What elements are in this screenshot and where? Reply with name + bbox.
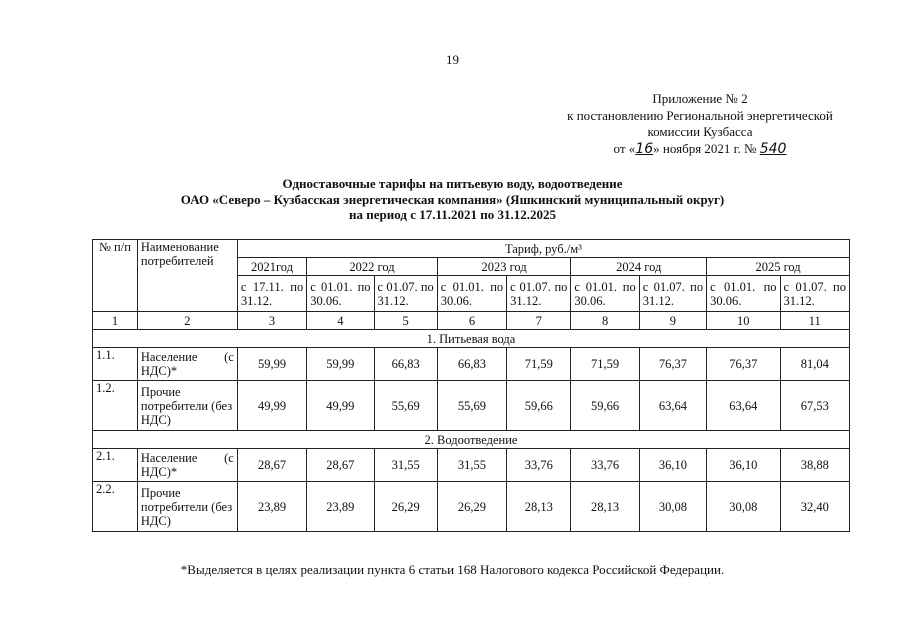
- period-header: с 01.07. по 31.12.: [507, 276, 571, 312]
- tariff-value: 76,37: [707, 348, 780, 381]
- column-number: 11: [780, 312, 849, 330]
- year-header: 2021год: [237, 258, 306, 276]
- row-number: 2.1.: [93, 449, 138, 482]
- tariff-value: 23,89: [307, 482, 374, 532]
- year-header: 2025 год: [707, 258, 850, 276]
- tariff-value: 28,13: [507, 482, 571, 532]
- document-title: [0, 176, 905, 223]
- title-line-1: Одноставочные тарифы на питьевую воду, водоотведение: [282, 176, 623, 191]
- tariff-value: 38,88: [780, 449, 849, 482]
- column-number: 10: [707, 312, 780, 330]
- consumer-name: Население (с НДС)*: [137, 348, 237, 381]
- appendix-date: [520, 141, 880, 158]
- tariff-value: 49,99: [237, 381, 306, 431]
- tariff-value: 71,59: [571, 348, 639, 381]
- period-header: с 01.07. по 31.12.: [780, 276, 849, 312]
- tariff-value: 33,76: [507, 449, 571, 482]
- period-header: с 01.01. по 30.06.: [571, 276, 639, 312]
- tariff-value: 67,53: [780, 381, 849, 431]
- date-middle: » ноября 2021 г. №: [653, 140, 757, 156]
- tariff-value: 33,76: [571, 449, 639, 482]
- tariff-value: 26,29: [374, 482, 437, 532]
- tariff-value: 30,08: [707, 482, 780, 532]
- tariff-value: 28,13: [571, 482, 639, 532]
- column-number: 5: [374, 312, 437, 330]
- year-header: 2022 год: [307, 258, 438, 276]
- tariff-value: 76,37: [639, 348, 706, 381]
- column-number: 8: [571, 312, 639, 330]
- period-header: с 01.07. по 31.12.: [639, 276, 706, 312]
- tariff-value: 36,10: [707, 449, 780, 482]
- tariff-value: 31,55: [437, 449, 506, 482]
- tariff-value: 55,69: [374, 381, 437, 431]
- tariff-table: [92, 239, 850, 532]
- appendix-resolution: к постановлению Региональной энергетической: [567, 107, 833, 123]
- row-number: 1.2.: [93, 381, 138, 431]
- period-header: с 01.07. по 31.12.: [374, 276, 437, 312]
- column-number: 6: [437, 312, 506, 330]
- tariff-value: 59,66: [507, 381, 571, 431]
- tariff-value: 28,67: [307, 449, 374, 482]
- tariff-value: 63,64: [707, 381, 780, 431]
- section-title: 2. Водоотведение: [93, 431, 850, 449]
- tariff-value: 30,08: [639, 482, 706, 532]
- tariff-value: 55,69: [437, 381, 506, 431]
- title-line-3: на период с 17.11.2021 по 31.12.2025: [349, 207, 556, 222]
- tariff-value: 49,99: [307, 381, 374, 431]
- title-line-2: ОАО «Северо – Кузбасская энергетическая компания» (Яшкинский муниципальный округ): [180, 191, 725, 207]
- handwritten-day: 16: [635, 140, 654, 157]
- column-number: 2: [137, 312, 237, 330]
- tariff-value: 26,29: [437, 482, 506, 532]
- tariff-value: 31,55: [374, 449, 437, 482]
- column-number: 1: [93, 312, 138, 330]
- year-header: 2023 год: [437, 258, 571, 276]
- tariff-value: 71,59: [507, 348, 571, 381]
- header-name: Наименование потребителей: [137, 240, 237, 312]
- appendix-title: Приложение № 2: [652, 91, 748, 106]
- row-number: 1.1.: [93, 348, 138, 381]
- year-header: 2024 год: [571, 258, 707, 276]
- header-no: № п/п: [93, 240, 138, 312]
- row-number: 2.2.: [93, 482, 138, 532]
- tariff-value: 81,04: [780, 348, 849, 381]
- consumer-name: Прочие потребители (без НДС): [137, 381, 237, 431]
- column-number: 7: [507, 312, 571, 330]
- consumer-name: Население (с НДС)*: [137, 449, 237, 482]
- page-number: 19: [446, 52, 459, 67]
- period-header: с 01.01. по 30.06.: [437, 276, 506, 312]
- period-header: с 01.01. по 30.06.: [307, 276, 374, 312]
- column-number: 4: [307, 312, 374, 330]
- consumer-name: Прочие потребители (без НДС): [137, 482, 237, 532]
- tariff-value: 59,99: [307, 348, 374, 381]
- handwritten-number: 540: [759, 140, 787, 157]
- tariff-value: 28,67: [237, 449, 306, 482]
- period-header: с 01.01. по 30.06.: [707, 276, 780, 312]
- tariff-value: 59,99: [237, 348, 306, 381]
- section-title: 1. Питьевая вода: [93, 330, 850, 348]
- footnote: *Выделяется в целях реализации пункта 6 статьи 168 Налогового кодекса Российской Федерации.: [180, 562, 725, 577]
- tariff-value: 63,64: [639, 381, 706, 431]
- column-number: 9: [639, 312, 706, 330]
- tariff-value: 59,66: [571, 381, 639, 431]
- date-prefix: от «: [613, 140, 636, 156]
- tariff-value: 66,83: [374, 348, 437, 381]
- tariff-value: 66,83: [437, 348, 506, 381]
- column-number: 3: [237, 312, 306, 330]
- tariff-value: 36,10: [639, 449, 706, 482]
- period-header: с 17.11. по 31.12.: [237, 276, 306, 312]
- appendix-header: [520, 91, 880, 157]
- tariff-value: 32,40: [780, 482, 849, 532]
- header-tariff: Тариф, руб./м³: [237, 240, 849, 258]
- appendix-commission: комиссии Кузбасса: [647, 124, 753, 139]
- tariff-value: 23,89: [237, 482, 306, 532]
